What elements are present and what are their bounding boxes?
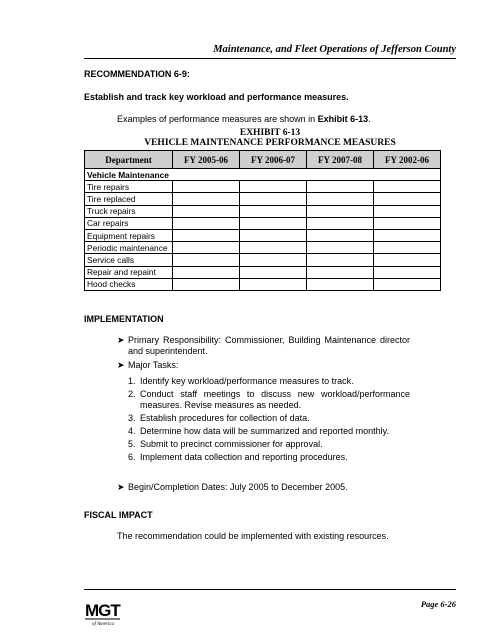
- table-cell: [173, 193, 240, 205]
- dates-bullet: [117, 482, 410, 493]
- implementation-heading: IMPLEMENTATION: [84, 314, 164, 324]
- major-tasks-list: [128, 376, 410, 465]
- table-cell: [307, 193, 374, 205]
- table-cell: [374, 254, 441, 266]
- table-header-row: [85, 151, 441, 169]
- table-cell: [374, 205, 441, 217]
- table-row: [85, 242, 441, 254]
- table-cell: [173, 254, 240, 266]
- table-cell: [240, 266, 307, 278]
- table-cell: [240, 193, 307, 205]
- arrow-bullet-icon: ➤: [117, 360, 125, 370]
- row-label: Truck repairs: [85, 205, 173, 217]
- major-tasks-label: Major Tasks:: [128, 360, 179, 370]
- fiscal-impact-heading: FISCAL IMPACT: [84, 510, 153, 520]
- table-cell: [307, 278, 374, 290]
- table-section-row: [85, 169, 441, 181]
- table-cell: [307, 254, 374, 266]
- table-cell: [374, 278, 441, 290]
- table-cell: [240, 181, 307, 193]
- table-row: [85, 205, 441, 217]
- list-item: 4. Determine how data will be summarized and reported monthly.: [128, 426, 389, 436]
- arrow-bullet-icon: ➤: [117, 335, 125, 345]
- task-text: Submit to precinct commissioner for approval.: [140, 439, 323, 449]
- table-cell: [173, 181, 240, 193]
- table-cell: [173, 217, 240, 229]
- table-cell: [240, 278, 307, 290]
- table-cell: [374, 193, 441, 205]
- table-cell: [173, 278, 240, 290]
- row-label: Service calls: [85, 254, 173, 266]
- column-header: FY 2007-08: [307, 151, 374, 169]
- list-item: 2. Conduct staff meetings to discuss new workload/performance measures. Revise measures as needed.: [128, 389, 410, 410]
- section-label: Vehicle Maintenance: [85, 169, 441, 181]
- mgt-logo: [84, 595, 124, 627]
- primary-responsibility-bullet: [117, 335, 410, 357]
- table-cell: [307, 266, 374, 278]
- logo-text: MGT: [85, 601, 120, 620]
- table-cell: [240, 254, 307, 266]
- table-row: [85, 181, 441, 193]
- list-item: 5. Submit to precinct commissioner for approval.: [128, 439, 323, 449]
- column-header: FY 2002-06: [374, 151, 441, 169]
- table-row: [85, 217, 441, 229]
- header-rule: [84, 58, 456, 59]
- table-cell: [173, 266, 240, 278]
- arrow-bullet-icon: ➤: [117, 482, 125, 492]
- footer-rule: [84, 589, 456, 590]
- table-cell: [307, 242, 374, 254]
- examples-sentence: [117, 114, 371, 124]
- table-cell: [307, 229, 374, 241]
- table-cell: [240, 242, 307, 254]
- table-cell: [374, 181, 441, 193]
- table-cell: [374, 217, 441, 229]
- table-cell: [307, 217, 374, 229]
- task-text: Conduct staff meetings to discuss new workload/performance measures. Revise measures as needed.: [140, 389, 410, 410]
- row-label: Car repairs: [85, 217, 173, 229]
- column-header: Department: [85, 151, 173, 169]
- recommendation-text: Establish and track key workload and performance measures.: [84, 92, 349, 102]
- table-cell: [240, 229, 307, 241]
- column-header: FY 2005-06: [173, 151, 240, 169]
- task-text: Identify key workload/performance measures to track.: [140, 376, 354, 386]
- table-cell: [374, 229, 441, 241]
- list-item: 3. Establish procedures for collection of data.: [128, 413, 310, 423]
- completion-dates-text: Begin/Completion Dates: July 2005 to December 2005.: [128, 482, 348, 492]
- table-cell: [240, 217, 307, 229]
- table-cell: [307, 181, 374, 193]
- running-header: Maintenance, and Fleet Operations of Jefferson County: [213, 44, 456, 55]
- table-row: [85, 254, 441, 266]
- exhibit-title: VEHICLE MAINTENANCE PERFORMANCE MEASURES: [144, 138, 396, 148]
- table-cell: [374, 266, 441, 278]
- table-row: [85, 193, 441, 205]
- fiscal-impact-text: The recommendation could be implemented with existing resources.: [117, 531, 389, 541]
- row-label: Equipment repairs: [85, 229, 173, 241]
- table-cell: [173, 242, 240, 254]
- row-label: Periodic maintenance: [85, 242, 173, 254]
- row-label: Hood checks: [85, 278, 173, 290]
- list-item: 6. Implement data collection and reporting procedures.: [128, 452, 348, 462]
- table-cell: [240, 205, 307, 217]
- major-tasks-bullet: [117, 360, 410, 371]
- exhibit-caption: [84, 128, 456, 148]
- recommendation-heading: RECOMMENDATION 6-9:: [84, 69, 190, 79]
- exhibit-reference: Exhibit 6-13: [317, 114, 369, 124]
- table-cell: [173, 205, 240, 217]
- table-row: [85, 229, 441, 241]
- column-header: FY 2006-07: [240, 151, 307, 169]
- task-text: Establish procedures for collection of data.: [140, 413, 310, 423]
- examples-prefix: Examples of performance measures are shown in: [117, 114, 318, 124]
- task-text: Implement data collection and reporting procedures.: [140, 452, 348, 462]
- table-cell: [374, 242, 441, 254]
- performance-measures-table: [84, 150, 441, 291]
- primary-responsibility-text: Primary Responsibility: Commissioner, Building Maintenance director and superintendent.: [128, 335, 410, 356]
- list-item: 1. Identify key workload/performance measures to track.: [128, 376, 354, 386]
- row-label: Repair and repaint: [85, 266, 173, 278]
- task-text: Determine how data will be summarized and reported monthly.: [140, 426, 389, 436]
- table-row: [85, 266, 441, 278]
- logo-subtext: of America: [92, 622, 114, 627]
- row-label: Tire repairs: [85, 181, 173, 193]
- exhibit-number: EXHIBIT 6-13: [239, 128, 301, 138]
- table-cell: [307, 205, 374, 217]
- table-row: [85, 278, 441, 290]
- examples-suffix: .: [368, 114, 371, 124]
- page-number: Page 6-26: [420, 599, 456, 609]
- table-cell: [173, 229, 240, 241]
- row-label: Tire replaced: [85, 193, 173, 205]
